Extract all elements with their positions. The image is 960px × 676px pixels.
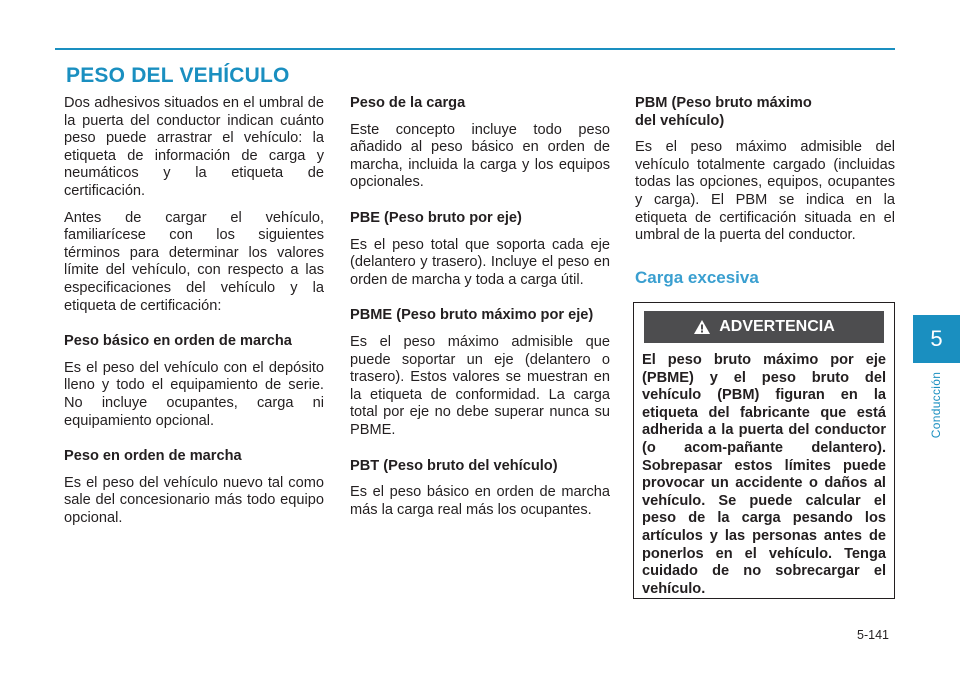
- running-weight-text: Es el peso del vehículo nuevo tal como sale del concesionario más todo equipo opcional.: [64, 474, 324, 526]
- heading-load-weight: Peso de la carga: [350, 95, 466, 111]
- basic-weight-text: Es el peso del vehículo con el depósito lleno y todo el equipamiento de serie. No incluye ocupantes, carga ni equipamiento opcional.: [64, 359, 324, 429]
- heading-pbm-line1: PBM (Peso bruto máximo: [635, 95, 812, 111]
- heading-pbe: PBE (Peso bruto por eje): [350, 209, 522, 226]
- column-2: [350, 95, 610, 519]
- heading-running-weight: Peso en orden de marcha: [64, 448, 242, 465]
- heading-pbm-line2: del vehículo): [635, 112, 725, 129]
- pbm-text: Es el peso máximo admisible del vehículo totalmente cargado (incluidas todas las opciones, equipos, ocupantes y carga). El PBM se indica en la etiqueta de certificación situada en el umbral de la puerta del conductor.: [635, 139, 895, 244]
- top-rule: [55, 48, 895, 50]
- warning-title: ADVERTENCIA: [719, 318, 835, 335]
- load-weight-text: Este concepto incluye todo peso añadido al peso básico en orden de marcha, incluida la carga y los equipos opcionales.: [350, 121, 610, 191]
- pbme-text: Es el peso máximo admisible que puede soportar un eje (delantero o trasero). Estos valores se muestran en la etiqueta de conformidad. La carga total por eje no debe superar nunca su PBME.: [350, 333, 610, 438]
- subheading-overload: Carga excesiva: [635, 267, 759, 287]
- chapter-label: Conducción: [929, 371, 943, 439]
- chapter-tab: 5: [913, 315, 960, 363]
- column-1: [64, 95, 324, 527]
- page-number: 5-141: [857, 628, 889, 642]
- heading-pbme: PBME (Peso bruto máximo por eje): [350, 307, 594, 324]
- pbt-text: Es el peso básico en orden de marcha más la carga real más los ocupantes.: [350, 484, 610, 518]
- heading-pbm: [635, 95, 895, 130]
- warning-box: [633, 302, 895, 599]
- intro-paragraph-1: Dos adhesivos situados en el umbral de la puerta del conductor indican cuánto peso puede arrastrar el vehículo: la etiqueta de información de carga y neumáticos y la etiqueta de certificación.: [64, 95, 324, 199]
- intro-paragraph-2: Antes de cargar el vehículo, familiarícese con los siguientes términos para determinar los valores límite del vehículo, con respecto a las especificaciones del vehículo y la etiqueta de certificación:: [64, 209, 324, 314]
- heading-basic-weight: Peso básico en orden de marcha: [64, 333, 292, 350]
- column-3: [635, 95, 895, 286]
- heading-pbt: PBT (Peso bruto del vehículo): [350, 457, 558, 474]
- warning-triangle-icon: [693, 319, 711, 335]
- page-title: PESO DEL VEHÍCULO: [66, 64, 290, 87]
- pbe-text: Es el peso total que soporta cada eje (delantero y trasero). Incluye el peso en orden de marcha y toda a carga útil.: [350, 236, 610, 288]
- warning-header: [644, 311, 884, 343]
- warning-text: El peso bruto máximo por eje (PBME) y el peso bruto del vehículo (PBM) figuran en la etiqueta del fabricante que está adherida a la puerta del conductor (o acom-pañante delantero). Sobrepasar estos límites puede provocar un accidente o daños al vehículo. Se puede calcular el peso de la carga pesando los artículos y las personas antes de ponerlos en el vehículo. Tenga cuidado de no sobrecargar el vehículo.: [642, 352, 886, 597]
